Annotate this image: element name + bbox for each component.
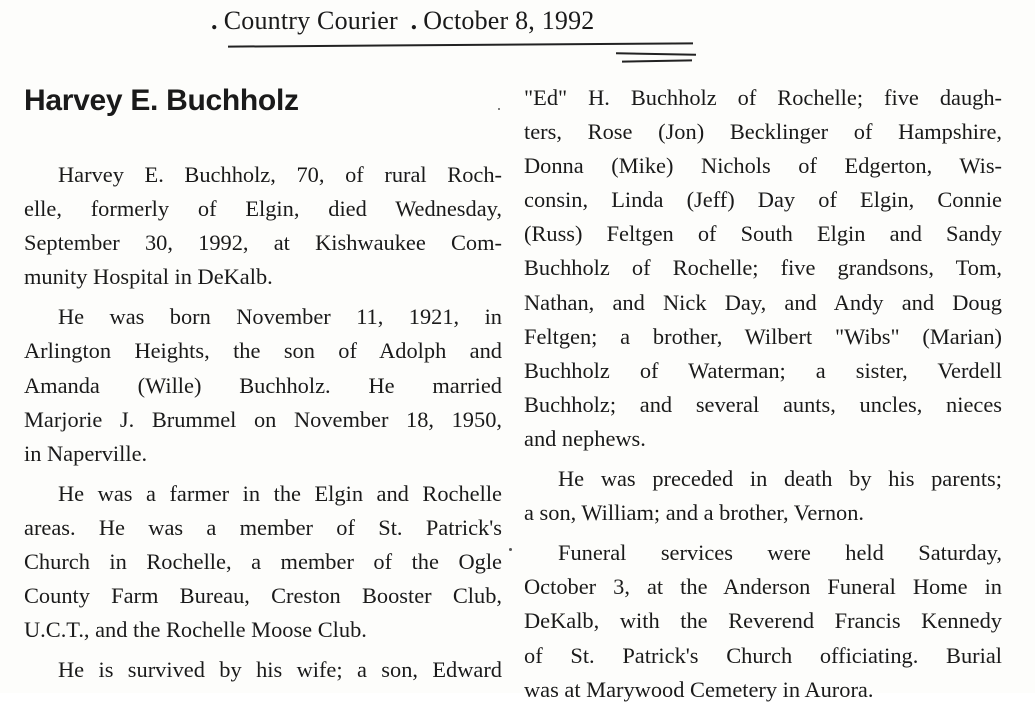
- text-line: Buchholz; and several aunts, uncles, nieces: [524, 391, 1002, 417]
- publication-date: October 8, 1992: [423, 6, 595, 35]
- text-line: was at Marywood Cemetery in Aurora.: [524, 676, 874, 702]
- text-line: (Russ) Feltgen of South Elgin and Sandy: [524, 221, 1002, 247]
- text-line: DeKalb, with the Reverend Francis Kennedy: [524, 608, 1002, 634]
- text-line: "Ed" H. Buchholz of Rochelle; five daugh-: [524, 85, 1002, 110]
- right-column: [524, 81, 1002, 707]
- handwritten-underline: [622, 59, 692, 62]
- text-line: ters, Rose (Jon) Becklinger of Hampshire,: [524, 119, 1002, 145]
- text-line: October 3, at the Anderson Funeral Home in: [524, 574, 1002, 600]
- publication-name: Country Courier: [223, 6, 398, 35]
- text-line: He was a farmer in the Elgin and Rochelle: [58, 480, 502, 506]
- text-line: and nephews.: [524, 425, 646, 451]
- text-line: U.C.T., and the Rochelle Moose Club.: [24, 617, 367, 643]
- source-dot: .: [211, 6, 218, 35]
- text-line: Nathan, and Nick Day, and Andy and Doug: [524, 289, 1002, 315]
- text-line: consin, Linda (Jeff) Day of Elgin, Connie: [524, 187, 1002, 213]
- text-line: Buchholz of Rochelle; five grandsons, Tom,: [524, 255, 1002, 281]
- text-line: Buchholz of Waterman; a sister, Verdell: [524, 357, 1002, 383]
- handwritten-underline: [228, 42, 693, 47]
- source-dot: .: [410, 6, 418, 35]
- text-line: September 30, 1992, at Kishwaukee Com-: [24, 230, 502, 256]
- text-line: munity Hospital in DeKalb.: [24, 264, 273, 290]
- text-line: He is survived by his wife; a son, Edward: [58, 657, 502, 683]
- text-line: of St. Patrick's Church officiating. Burial: [524, 642, 1002, 668]
- text-line: Marjorie J. Brummel on November 18, 1950,: [24, 406, 502, 432]
- print-speck: [509, 548, 512, 551]
- text-line: County Farm Bureau, Creston Booster Club,: [24, 583, 502, 609]
- text-line: Amanda (Wille) Buchholz. He married: [24, 372, 502, 398]
- text-line: areas. He was a member of St. Patrick's: [24, 514, 502, 540]
- source-line: [205, 6, 595, 36]
- text-line: Arlington Heights, the son of Adolph and: [24, 338, 502, 364]
- text-line: Harvey E. Buchholz, 70, of rural Roch-: [58, 162, 502, 187]
- text-line: Funeral services were held Saturday,: [558, 540, 1002, 566]
- text-line: a son, William; and a brother, Vernon.: [524, 500, 865, 526]
- text-line: Donna (Mike) Nichols of Edgerton, Wis-: [524, 153, 1002, 179]
- text-line: Church in Rochelle, a member of the Ogle: [24, 549, 502, 575]
- obituary-headline: Harvey E. Buchholz: [24, 84, 299, 117]
- text-line: He was born November 11, 1921, in: [58, 304, 502, 330]
- text-line: elle, formerly of Elgin, died Wednesday,: [24, 196, 502, 222]
- text-line: He was preceded in death by his parents;: [558, 466, 1002, 492]
- text-line: Feltgen; a brother, Wilbert "Wibs" (Marian): [524, 323, 1002, 349]
- text-line: in Naperville.: [24, 440, 148, 466]
- handwritten-underline: [616, 52, 696, 55]
- print-speck: [498, 108, 500, 110]
- left-column: [24, 158, 502, 687]
